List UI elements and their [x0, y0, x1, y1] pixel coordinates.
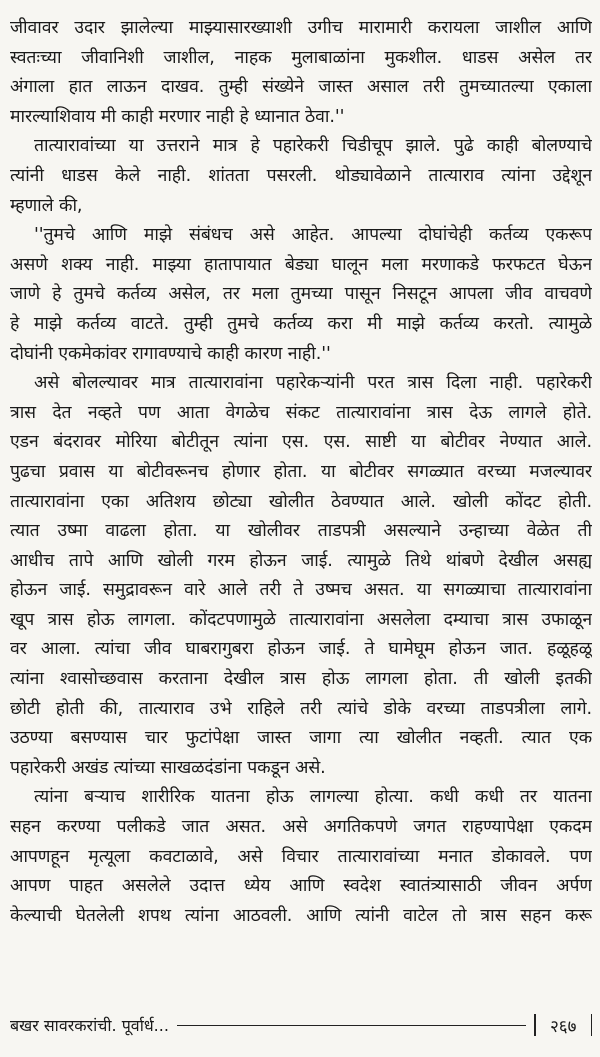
- body-text: [10, 14, 592, 931]
- text-line: केल्याची घेतलेली शपथ त्यांना आठवली. आणि त्यांनी वाटेल तो त्रास सहन करू: [10, 905, 592, 926]
- page-number: २६७: [549, 1016, 577, 1037]
- text-line: त्रास देत नव्हते पण आता वेगळेच संकट तात्यारावांना त्रास देऊ लागले होते.: [10, 402, 592, 423]
- paragraph-start-line: त्यांना बऱ्याच शारीरिक यातना होऊ लागल्या होत्या. कधी कधी तर यातना: [34, 787, 592, 808]
- running-footer-title: बखर सावरकरांची. पूर्वार्ध...: [10, 1016, 169, 1035]
- text-line: एडन बंदरावर मोरिया बोटीतून त्यांना एस. एस. साष्टी या बोटीवर नेण्यात आले.: [10, 432, 592, 453]
- text-line: तात्यारावांना एका अतिशय छोट्या खोलीत ठेवण्यात आले. खोली कोंदट होती.: [10, 491, 592, 512]
- text-line: जीवावर उदार झालेल्या माझ्यासारख्याशी उगीच मारामारी करायला जाशील आणि: [10, 18, 592, 38]
- text-line: पहारेकरी अखंड त्यांच्या साखळदंडांना पकडून असे.: [10, 757, 326, 778]
- text-line: मारल्याशिवाय मी काही मरणार नाही हे ध्यानात ठेवा.'': [10, 106, 345, 127]
- paragraph-start-line: तात्यारावांच्या या उत्तराने मात्र हे पहारेकरी चिडीचूप झाले. पुढे काही बोलण्याचे: [34, 136, 592, 157]
- text-line: होऊन जाई. समुद्रावरून वारे आले तरी ते उष्मच असत. या सगळ्याचा तात्यारावांना: [10, 580, 592, 601]
- text-line: हे माझे कर्तव्य वाटते. तुम्ही तुमचे कर्तव्य करा मी माझे कर्तव्य करतो. त्यामुळे: [10, 313, 592, 334]
- footer-rule-divider: [177, 1025, 527, 1026]
- text-line: अंगाला हात लाऊन दाखव. तुम्ही संख्येने जास्त असाल तरी तुमच्यातल्या एकाला: [10, 77, 592, 98]
- paragraph-start-line: असे बोलल्यावर मात्र तात्यारावांना पहारेकऱ्यांनी परत त्रास दिला नाही. पहारेकरी: [34, 373, 592, 394]
- text-line: सहन करण्या पलीकडे जात असत. असे अगतिकपणे जगत राहण्यापेक्षा एकदम: [10, 817, 592, 838]
- footer-right-bar: [591, 1014, 593, 1036]
- text-line: त्यात उष्मा वाढला होता. या खोलीवर ताडपत्री असल्याने उन्हाच्या वेळेत ती: [10, 521, 592, 542]
- text-line: जाणे हे तुमचे कर्तव्य असेल, तर मला तुमच्या पासून निसटून आपला जीव वाचवणे: [10, 284, 592, 305]
- text-line: खूप त्रास होऊ लागला. कोंदटपणामुळे तात्यारावांना असलेला दम्याचा त्रास उफाळून: [10, 609, 592, 630]
- text-line: आपणहून मृत्यूला कवटाळावे, असे विचार तात्यारावांच्या मनात डोकावले. पण: [10, 846, 592, 867]
- page-footer: [10, 1010, 592, 1040]
- text-line: स्वतःच्या जीवानिशी जाशील, नाहक मुलाबाळांना मुकशील. धाडस असेल तर: [10, 47, 592, 68]
- text-line: छोटी होती की, तात्याराव उभे राहिले तरी त्यांचे डोके वरच्या ताडपत्रीला लागे.: [10, 698, 592, 719]
- text-line: म्हणाले की,: [10, 195, 83, 216]
- text-line: त्यांनी धाडस केले नाही. शांतता पसरली. थोड्यावेळाने तात्याराव त्यांना उद्देशून: [10, 165, 592, 186]
- text-line: पुढचा प्रवास या बोटीवरूनच होणार होता. या बोटीवर सगळ्यात वरच्या मजल्यावर: [10, 461, 592, 482]
- text-line: असणे शक्य नाही. माझ्या हातापायात बेड्या घालून मला मरणाकडे फरफटत घेऊन: [10, 254, 592, 275]
- text-line: दोघांनी एकमेकांवर रागावण्याचे काही कारण नाही.'': [10, 343, 331, 364]
- text-line: त्यांना श्वासोच्छवास करताना देखील त्रास होऊ लागला होता. ती खोली इतकी: [10, 669, 592, 690]
- text-line: उठण्या बसण्यास चार फुटांपेक्षा जास्त जागा त्या खोलीत नव्हती. त्यात एक: [10, 728, 592, 749]
- text-line: वर आला. त्यांचा जीव घाबरागुबरा होऊन जाई. ते घामेघूम होऊन जात. हळूहळू: [10, 639, 592, 660]
- paragraph-start-line: ''तुमचे आणि माझे संबंधच असे आहेत. आपल्या दोघांचेही कर्तव्य एकरूप: [34, 225, 592, 246]
- text-line: आधीच तापे आणि खोली गरम होऊन जाई. त्यामुळे तिथे थांबणे देखील असह्य: [10, 550, 592, 571]
- text-line: आपण पाहत असलेले उदात्त ध्येय आणि स्वदेश स्वातंत्र्यासाठी जीवन अर्पण: [10, 876, 592, 897]
